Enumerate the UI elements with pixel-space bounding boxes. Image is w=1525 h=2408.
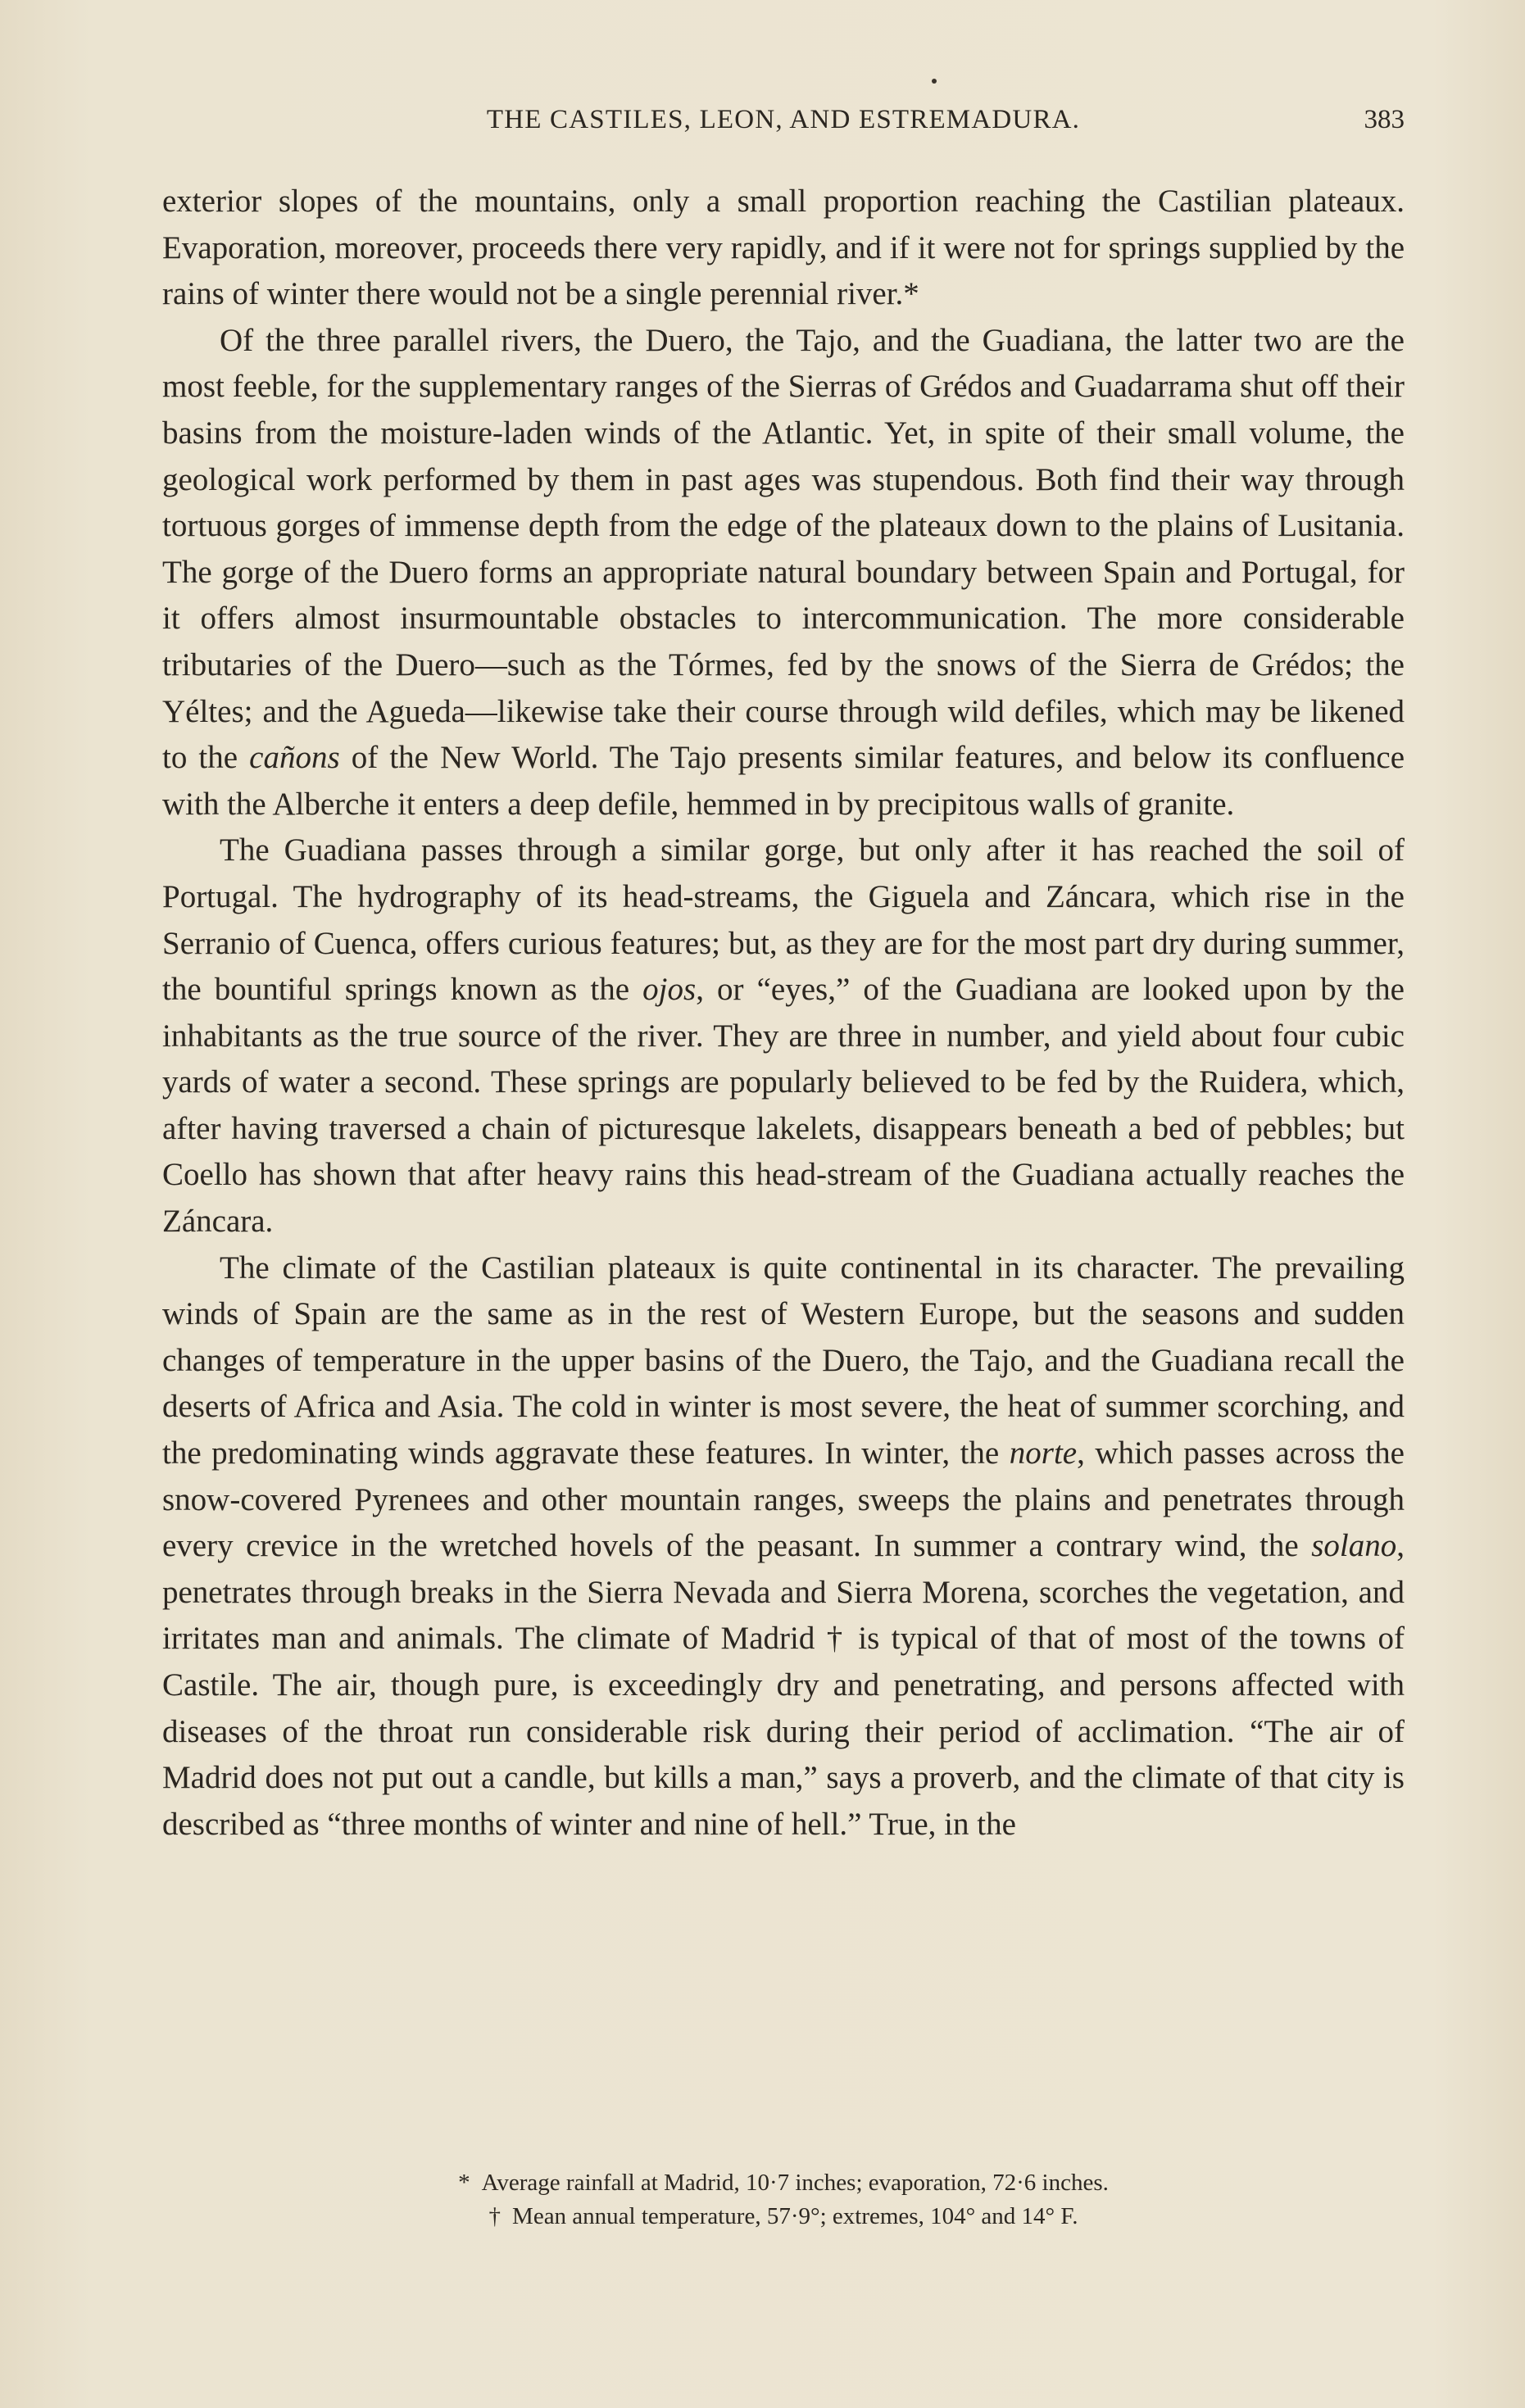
italic-term: ojos xyxy=(642,972,697,1008)
paragraph xyxy=(162,1245,1405,1848)
text-run: exterior slopes of the mountains, only a small proportion reaching the Castilian plateaux. Evaporation, moreover, proceeds there very rapidly, and if it were not for springs supplied by the rains of winter there would not be a single perennial river.* xyxy=(162,184,1405,312)
text-run: of the New World. The Tajo presents similar features, and below its confluence with the Alberche it enters a deep defile, hemmed in by precipitous walls of granite. xyxy=(162,740,1405,822)
text-run: , penetrates through breaks in the Sierra Nevada and Sierra Morena, scorches the vegetation, and irritates man and animals. The climate of Madrid † is typical of that of most of the towns of Castile. The air, though pure, is exceedingly dry and penetrating, and persons affected with diseases of the throat run considerable risk during their period of acclimation. “The air of Madrid does not put out a candle, but kills a man,” says a proverb, and the climate of that city is described as “three months of winter and nine of hell.” True, in the xyxy=(162,1528,1405,1842)
text-run: , which passes across the snow-covered Pyrenees and other mountain ranges, sweeps the plains and penetrates through every crevice in the wretched hovels of the peasant. In summer a contrary wind, the xyxy=(162,1435,1405,1564)
paragraph xyxy=(162,179,1405,318)
italic-term: norte xyxy=(1009,1435,1078,1472)
ink-speck xyxy=(932,79,937,84)
footnote-text: Mean annual temperature, 57·9°; extremes, 104° and 14° F. xyxy=(512,2203,1078,2229)
paragraph xyxy=(162,318,1405,828)
footnote-mark: † xyxy=(488,2203,502,2229)
page-number: 383 xyxy=(1364,105,1405,134)
footnote xyxy=(162,2200,1405,2233)
text-run: The Guadiana passes through a similar gorge, but only after it has reached the soil of Portugal. The hydrography of its head-streams, the Giguela and Záncara, which rise in the Serranio of Cuenca, offers curious features; but, as they are for the most part dry during summer, the bountiful springs known as the xyxy=(162,832,1405,1008)
footnote-mark: * xyxy=(458,2170,470,2196)
text-run: Of the three parallel rivers, the Duero, the Tajo, and the Guadiana, the latter two are the most feeble, for the supplementary ranges of the Sierras of Grédos and Guadarrama shut off their basins from the moisture-laden winds of the Atlantic. Yet, in spite of their small volume, the geological work performed by them in past ages was stupendous. Both find their way through tortuous gorges of immense depth from the edge of the plateaux down to the plains of Lusitania. The gorge of the Duero forms an appropriate natural boundary between Spain and Portugal, for it offers almost insurmountable obstacles to intercommunication. The more considerable tributaries of the Duero—such as the Tórmes, fed by the snows of the Sierra de Grédos; the Yéltes; and the Agueda—likewise take their course through wild defiles, which may be likened to the xyxy=(162,322,1405,776)
footnote-text: Average rainfall at Madrid, 10·7 inches; evaporation, 72·6 inches. xyxy=(481,2170,1109,2196)
text-run: The climate of the Castilian plateaux is quite continental in its character. The prevailing winds of Spain are the same as in the rest of Western Europe, but the seasons and sudden changes of temperature in the upper basins of the Duero, the Tajo, and the Guadiana recall the deserts of Africa and Asia. The cold in winter is most severe, the heat of summer scorching, and the predominating winds aggravate these features. In winter, the xyxy=(162,1249,1405,1472)
page-header xyxy=(162,105,1405,146)
running-title: THE CASTILES, LEON, AND ESTREMADURA. xyxy=(486,105,1081,134)
footnotes xyxy=(162,2166,1405,2233)
paragraph xyxy=(162,828,1405,1245)
italic-term: cañons xyxy=(249,740,340,776)
body-text xyxy=(162,179,1405,1848)
text-run: , or “eyes,” of the Guadiana are looked upon by the inhabitants as the true source of the river. They are three in number, and yield about four cubic yards of water a second. These springs are popularly believed to be fed by the Ruidera, which, after having traversed a chain of picturesque lakelets, disappears beneath a bed of pebbles; but Coello has shown that after heavy rains this head-stream of the Guadiana actually reaches the Záncara. xyxy=(162,972,1405,1240)
footnote xyxy=(162,2166,1405,2200)
italic-term: solano xyxy=(1311,1528,1397,1564)
